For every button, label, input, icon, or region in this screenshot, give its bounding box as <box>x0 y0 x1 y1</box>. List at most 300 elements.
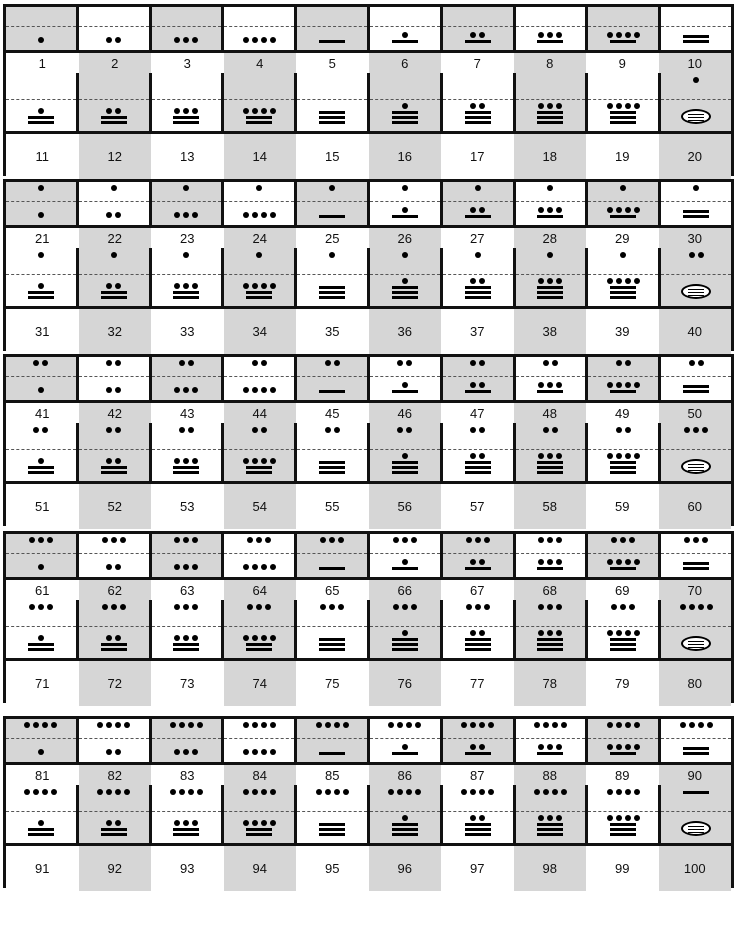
numeral-level <box>297 252 367 258</box>
place-separator <box>370 738 440 739</box>
bar-icon <box>465 638 491 641</box>
bar-icon <box>683 390 709 393</box>
lower-place <box>516 278 586 299</box>
bar-icon <box>319 121 345 124</box>
numeral-glyph <box>76 785 149 843</box>
numeral-glyph <box>149 182 222 225</box>
dot-group <box>174 387 198 393</box>
numeral-level <box>588 207 658 218</box>
dot-icon <box>106 458 112 464</box>
place-separator <box>370 201 440 202</box>
dot-icon <box>192 635 198 641</box>
bar-icon <box>683 210 709 213</box>
dot-icon <box>488 789 494 795</box>
dot-group <box>243 212 276 218</box>
dot-group <box>607 32 640 38</box>
dot-group <box>475 185 481 191</box>
dot-group <box>397 427 412 433</box>
dot-icon <box>42 722 48 728</box>
dot-group <box>29 537 53 543</box>
numeral-level <box>370 604 440 610</box>
number-label: 99 <box>586 846 659 891</box>
numeral-level <box>443 453 513 474</box>
upper-place <box>224 789 294 795</box>
dot-icon <box>42 427 48 433</box>
dot-icon <box>270 635 276 641</box>
number-row <box>6 228 731 248</box>
bar-icon <box>319 833 345 836</box>
number-label: 36 <box>369 309 442 354</box>
dot-group <box>243 458 276 464</box>
dot-icon <box>38 387 44 393</box>
dot-icon <box>634 453 640 459</box>
place-separator <box>443 449 513 450</box>
place-separator <box>370 99 440 100</box>
place-separator <box>443 274 513 275</box>
bar-icon <box>173 116 199 119</box>
dot-icon <box>329 252 335 258</box>
numeral-level <box>516 427 586 433</box>
dot-icon <box>616 427 622 433</box>
dot-icon <box>24 789 30 795</box>
dot-icon <box>625 815 631 821</box>
dot-icon <box>625 207 631 213</box>
lower-place <box>224 387 294 393</box>
dot-icon <box>270 749 276 755</box>
dot-group <box>174 37 198 43</box>
dot-group <box>170 789 203 795</box>
numeral-level <box>297 109 367 124</box>
bar-icon <box>392 828 418 831</box>
bar-icon <box>683 35 709 38</box>
numeral-glyph <box>513 600 586 658</box>
numeral-glyph <box>294 534 367 577</box>
dot-group <box>684 427 708 433</box>
dot-group <box>38 749 44 755</box>
numeral-level <box>443 427 513 433</box>
bar-icon <box>392 286 418 289</box>
lower-place <box>443 207 513 218</box>
bar-icon <box>610 828 636 831</box>
dot-group <box>607 382 640 388</box>
dot-icon <box>243 37 249 43</box>
numeral-level <box>370 559 440 570</box>
lower-place <box>588 744 658 755</box>
bar-icon <box>465 643 491 646</box>
dot-icon <box>252 722 258 728</box>
dot-group <box>243 37 276 43</box>
numeral-glyph <box>367 600 440 658</box>
numeral-level <box>516 559 586 570</box>
numeral-level <box>516 789 586 795</box>
number-label: 9 <box>586 53 659 73</box>
numeral-glyph <box>440 785 513 843</box>
upper-place <box>516 722 586 728</box>
bar-icon <box>392 833 418 836</box>
lower-place <box>588 453 658 474</box>
dot-icon <box>470 207 476 213</box>
bar-icon <box>465 752 491 755</box>
lower-place <box>297 459 367 474</box>
upper-place <box>297 722 367 728</box>
dot-icon <box>629 537 635 543</box>
number-label: 21 <box>6 228 79 248</box>
bar-icon <box>610 215 636 218</box>
bar-icon <box>465 296 491 299</box>
dot-group <box>174 537 198 543</box>
dot-group <box>183 185 189 191</box>
number-label: 40 <box>659 309 732 354</box>
lower-place <box>6 749 76 755</box>
numeral-level <box>152 108 222 124</box>
number-label: 84 <box>224 765 297 785</box>
shell-zero-icon <box>681 284 711 299</box>
numeral-level <box>588 278 658 299</box>
dot-icon <box>634 32 640 38</box>
numeral-level <box>370 360 440 366</box>
upper-place <box>588 722 658 728</box>
dot-icon <box>115 108 121 114</box>
upper-place <box>224 185 294 191</box>
dot-icon <box>680 722 686 728</box>
number-label: 85 <box>296 765 369 785</box>
dot-icon <box>634 559 640 565</box>
shell-zero-icon <box>681 821 711 836</box>
number-label: 70 <box>659 580 732 600</box>
dot-group <box>607 789 640 795</box>
bar-icon <box>392 471 418 474</box>
lower-place <box>588 559 658 570</box>
dot-icon <box>470 453 476 459</box>
place-separator <box>370 553 440 554</box>
dot-icon <box>620 185 626 191</box>
dot-icon <box>261 360 267 366</box>
number-label: 87 <box>441 765 514 785</box>
lower-place <box>152 387 222 393</box>
dot-group <box>388 722 421 728</box>
place-separator <box>224 376 294 377</box>
place-separator <box>443 99 513 100</box>
numeral-level <box>6 789 76 795</box>
dot-icon <box>479 278 485 284</box>
lower-place <box>6 564 76 570</box>
bar-icon <box>392 823 418 826</box>
bar-icon <box>319 111 345 114</box>
bar-icon <box>537 823 563 826</box>
numeral-level <box>6 360 76 366</box>
bar-icon <box>319 291 345 294</box>
dot-icon <box>534 789 540 795</box>
dot-icon <box>402 185 408 191</box>
lower-place <box>516 744 586 755</box>
dot-icon <box>192 537 198 543</box>
dot-icon <box>611 537 617 543</box>
numeral-level <box>79 37 149 43</box>
bar-icon <box>683 40 709 43</box>
dot-group <box>616 427 631 433</box>
numeral-level <box>152 212 222 218</box>
upper-place <box>516 789 586 795</box>
dot-group <box>174 749 198 755</box>
lower-place <box>297 565 367 570</box>
number-label: 88 <box>514 765 587 785</box>
dot-group <box>29 604 53 610</box>
lower-place <box>224 749 294 755</box>
bar-icon <box>537 471 563 474</box>
dot-icon <box>607 207 613 213</box>
dot-group <box>534 722 567 728</box>
numeral-glyph <box>585 719 658 762</box>
place-separator <box>79 201 149 202</box>
numeral-glyph <box>367 423 440 481</box>
dot-icon <box>616 559 622 565</box>
upper-place <box>443 789 513 795</box>
numeral-level <box>152 37 222 43</box>
numeral-glyph <box>658 182 731 225</box>
dot-icon <box>634 722 640 728</box>
dot-icon <box>479 103 485 109</box>
place-separator <box>224 274 294 275</box>
numeral-level <box>6 283 76 299</box>
dot-group <box>402 453 408 459</box>
numeral-level <box>443 722 513 728</box>
numeral-level <box>6 212 76 218</box>
numeral-level <box>661 745 731 755</box>
dot-icon <box>38 564 44 570</box>
dot-icon <box>547 630 553 636</box>
dot-group <box>607 453 640 459</box>
dot-icon <box>616 382 622 388</box>
numeral-level <box>516 252 586 258</box>
bar-icon <box>610 466 636 469</box>
number-label: 56 <box>369 484 442 529</box>
dot-group <box>607 722 640 728</box>
numeral-level <box>297 388 367 393</box>
dot-icon <box>479 789 485 795</box>
bar-icon <box>101 828 127 831</box>
numeral-glyph <box>221 73 294 131</box>
upper-place <box>516 185 586 191</box>
dot-icon <box>174 387 180 393</box>
dot-icon <box>192 820 198 826</box>
numeral-level <box>224 564 294 570</box>
dot-icon <box>183 283 189 289</box>
bar-icon <box>246 291 272 294</box>
numeral-level <box>152 789 222 795</box>
place-separator <box>297 626 367 627</box>
numeral-glyph <box>6 248 76 306</box>
bar-icon <box>173 466 199 469</box>
bar-icon <box>101 643 127 646</box>
numeral-glyph <box>294 600 367 658</box>
dot-icon <box>634 103 640 109</box>
dot-icon <box>115 37 121 43</box>
numeral-glyph <box>221 182 294 225</box>
numeral-level <box>297 789 367 795</box>
numeral-glyph <box>76 719 149 762</box>
dot-icon <box>556 815 562 821</box>
dot-group <box>538 604 562 610</box>
numeral-block <box>3 4 734 176</box>
dot-icon <box>243 789 249 795</box>
number-label: 24 <box>224 228 297 248</box>
dot-icon <box>689 360 695 366</box>
lower-place <box>224 212 294 218</box>
place-separator <box>297 274 367 275</box>
dot-icon <box>170 789 176 795</box>
bar-icon <box>173 121 199 124</box>
upper-place <box>79 722 149 728</box>
dot-icon <box>607 559 613 565</box>
numeral-level <box>443 252 513 258</box>
lower-place <box>516 815 586 836</box>
dot-icon <box>47 604 53 610</box>
dot-icon <box>607 789 613 795</box>
lower-place <box>370 453 440 474</box>
bar-icon <box>683 215 709 218</box>
place-separator <box>588 626 658 627</box>
dot-icon <box>192 283 198 289</box>
number-label: 12 <box>79 134 152 179</box>
bar-icon <box>319 752 345 755</box>
lower-place <box>516 559 586 570</box>
upper-place <box>443 604 513 610</box>
bar-icon <box>465 466 491 469</box>
place-separator <box>297 811 367 812</box>
dot-icon <box>192 604 198 610</box>
upper-place <box>588 789 658 795</box>
number-label: 92 <box>79 846 152 891</box>
dot-icon <box>484 604 490 610</box>
upper-place <box>6 722 76 728</box>
dot-icon <box>334 722 340 728</box>
numeral-glyph <box>513 534 586 577</box>
dot-group <box>393 537 417 543</box>
dot-icon <box>625 722 631 728</box>
numeral-glyph <box>6 182 76 225</box>
dot-icon <box>607 32 613 38</box>
upper-place <box>370 185 440 191</box>
lower-place <box>297 284 367 299</box>
dot-group <box>243 789 276 795</box>
lower-place <box>588 103 658 124</box>
upper-place <box>79 789 149 795</box>
number-label: 44 <box>224 403 297 423</box>
lower-place <box>6 283 76 299</box>
dot-icon <box>261 108 267 114</box>
dot-icon <box>183 108 189 114</box>
number-label: 28 <box>514 228 587 248</box>
dot-group <box>179 427 194 433</box>
number-label: 57 <box>441 484 514 529</box>
dot-icon <box>38 108 44 114</box>
bar-icon <box>28 648 54 651</box>
dot-icon <box>402 453 408 459</box>
dot-group <box>106 820 121 826</box>
lower-place <box>297 821 367 836</box>
dot-icon <box>38 252 44 258</box>
place-separator <box>443 553 513 554</box>
numeral-level <box>516 537 586 543</box>
bar-icon <box>683 567 709 570</box>
number-label: 10 <box>659 53 732 73</box>
numeral-level <box>588 252 658 258</box>
dot-icon <box>243 564 249 570</box>
bar-icon <box>246 466 272 469</box>
dot-icon <box>634 744 640 750</box>
dot-icon <box>625 427 631 433</box>
dot-icon <box>411 604 417 610</box>
dot-group <box>470 453 485 459</box>
place-separator <box>297 553 367 554</box>
upper-place <box>6 789 76 795</box>
numeral-level <box>443 537 513 543</box>
dot-group <box>466 537 490 543</box>
dot-icon <box>538 207 544 213</box>
dot-group <box>470 103 485 109</box>
dot-icon <box>33 789 39 795</box>
lower-place <box>443 453 513 474</box>
numeral-level <box>661 427 731 433</box>
numeral-glyph <box>76 73 149 131</box>
bar-icon <box>28 296 54 299</box>
lower-place <box>661 284 731 299</box>
dot-icon <box>38 185 44 191</box>
number-label: 22 <box>79 228 152 248</box>
dot-group <box>547 185 553 191</box>
lower-place <box>79 820 149 836</box>
dot-icon <box>261 564 267 570</box>
bar-icon <box>173 291 199 294</box>
dot-icon <box>106 360 112 366</box>
numeral-level <box>79 820 149 836</box>
dot-group <box>38 185 44 191</box>
upper-place <box>516 427 586 433</box>
dot-group <box>538 382 562 388</box>
dot-group <box>106 360 121 366</box>
lower-place <box>443 630 513 651</box>
place-separator <box>79 99 149 100</box>
bar-icon <box>319 466 345 469</box>
dot-group <box>111 252 117 258</box>
number-row <box>6 53 731 73</box>
numeral-level <box>443 630 513 651</box>
place-separator <box>6 738 76 739</box>
bar-icon <box>101 466 127 469</box>
bar-icon <box>465 471 491 474</box>
place-separator <box>443 26 513 27</box>
dot-icon <box>42 360 48 366</box>
numeral-level <box>79 749 149 755</box>
place-separator <box>370 449 440 450</box>
dot-group <box>252 360 267 366</box>
numeral-level <box>224 749 294 755</box>
upper-place <box>6 427 76 433</box>
bar-icon <box>392 567 418 570</box>
number-label: 46 <box>369 403 442 423</box>
dot-icon <box>124 722 130 728</box>
upper-place <box>224 722 294 728</box>
numeral-level <box>6 820 76 836</box>
dot-icon <box>265 604 271 610</box>
dot-icon <box>252 108 258 114</box>
dot-icon <box>616 32 622 38</box>
dot-icon <box>51 722 57 728</box>
dot-group <box>538 815 562 821</box>
dot-icon <box>393 604 399 610</box>
lower-place <box>588 32 658 43</box>
bar-icon <box>537 286 563 289</box>
